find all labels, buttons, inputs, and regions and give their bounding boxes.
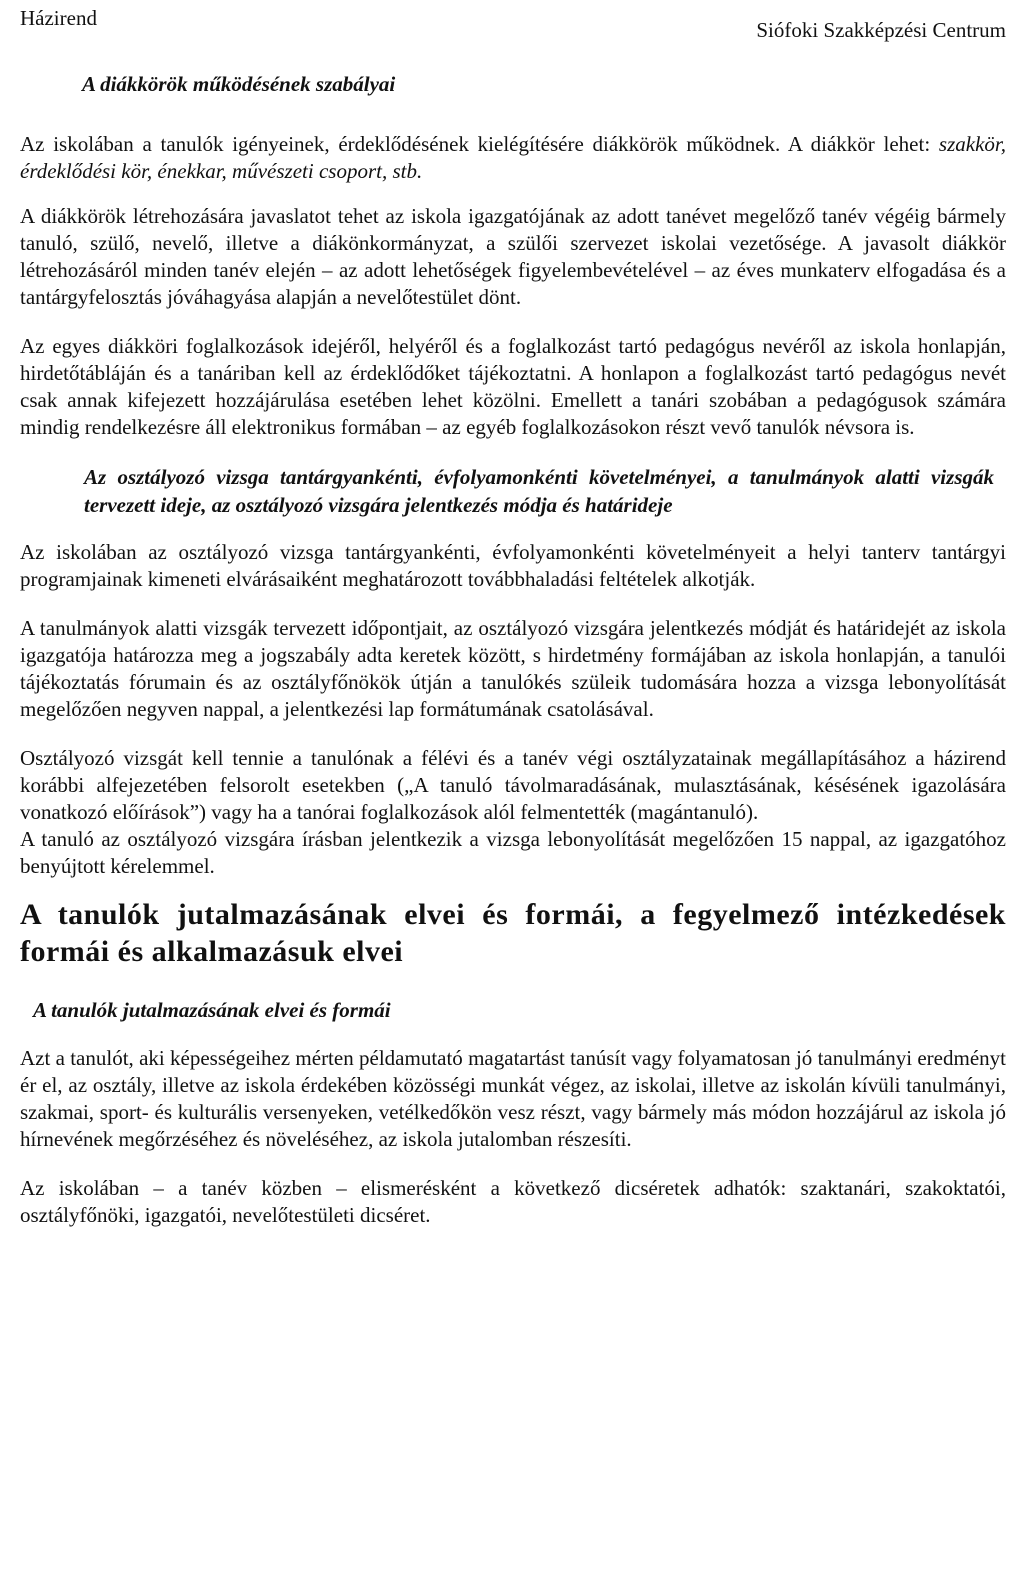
paragraph-jutalmazas: Azt a tanulót, aki képességeihez mérten példamutató magatartást tanúsít vagy folyamatosan jó tanulmányi eredményt ér el, az osztály, illetve az iskola érdekében közösségi munkát végez, az iskolai, illetve az iskolán kívüli tanulmányi, szakmai, sport- és kulturális versenyeken, vetélkedőkön vesz részt, vagy bármely más módon hozzájárul az iskola jó hírnevének megőrzéséhez és növeléséhez, az iskola jutalomban részesíti.	[20, 1046, 1006, 1151]
paragraph-dicseretek: Az iskolában – a tanév közben – elismerésként a következő dicséretek adhatók: szaktanári, szakoktatói, osztályfőnöki, igazgatói, nevelőtestületi dicséret.	[20, 1176, 1006, 1227]
paragraph-diakkor-letrehozas: A diákkörök létrehozására javaslatot tehet az iskola igazgatójának az adott tanévet megelőző tanév végéig bármely tanuló, szülő, nevelő, illetve a diákönkormányzat, a szülői szervezet iskolai vezetősége. A javasolt diákkör létrehozásáról minden tanév elején – az adott lehetőségek figyelembevételével – az éves munkaterv elfogadása és a tantárgyfelosztás jóváhagyása alapján a nevelőtestület dönt.	[20, 204, 1006, 309]
header-right: Siófoki Szakképzési Centrum	[756, 18, 1006, 42]
diakkor-types: szakkör, érdeklődési kör, énekkar, művészeti csoport, stb.	[20, 132, 1006, 183]
document-body	[20, 72, 1006, 1229]
section-title-osztalyozo-vizsga: Az osztályozó vizsga tantárgyankénti, évfolyamonkénti követelményei, a tanulmányok alatti vizsgák tervezett ideje, az osztályozó vizsgára jelentkezés módja és határideje	[84, 465, 994, 517]
paragraph-diakkor-tajekoztatas: Az egyes diákköri foglalkozások idejéről, helyéről és a foglalkozást tartó pedagógus nevéről az iskola honlapján, hirdetőtábláján és a tanáriban kell az érdeklődőket tájékoztatni. A honlapon a foglalkozást tartó pedagógus nevét csak annak kifejezett hozzájárulása esetében lehet közölni. Emellett a tanári szobában a pedagógusok számára mindig rendelkezésre áll elektronikus formában – az egyéb foglalkozásokon részt vevő tanulók névsora is.	[20, 334, 1006, 439]
section-title-jutalmazas: A tanulók jutalmazásának elvei és formái	[33, 998, 391, 1022]
section-title-diakkorok: A diákkörök működésének szabályai	[82, 72, 396, 96]
header-left: Házirend	[20, 6, 97, 30]
paragraph-osztalyozo-eseteket: Osztályozó vizsgát kell tennie a tanulónak a félévi és a tanév végi osztályzatainak megállapításához a házirend korábbi alfejezetében felsorolt esetekben („A tanuló távolmaradásának, mulasztásának, késésének igazolására vonatkozó előírások”) vagy ha a tanórai foglalkozások alól felmentették (magántanuló).	[20, 746, 1006, 824]
paragraph-jelentkezes: A tanuló az osztályozó vizsgára írásban jelentkezik a vizsga lebonyolítását megelőzően 15 nappal, az igazgatóhoz benyújtott kérelemmel.	[20, 827, 1006, 878]
chapter-heading-jutalmazas: A tanulók jutalmazásának elvei és formái, a fegyelmező intézkedések formái és alkalmazásuk elvei	[20, 898, 1006, 968]
paragraph-diakkor-intro	[20, 131, 1006, 185]
paragraph-text: Az iskolában a tanulók igényeinek, érdeklődésének kielégítésére diákkörök működnek. A diákkör lehet:	[20, 132, 939, 156]
paragraph-vizsga-idopontok: A tanulmányok alatti vizsgák tervezett időpontjait, az osztályozó vizsgára jelentkezés módját és határidejét az iskola igazgatója határozza meg a jogszabály adta keretek között, s hirdetmény formájában az iskola honlapján, a tanulói tájékoztatás fórumain és az osztályfőnökök útján a tanulókés szüleik tudomására hozza a vizsga lebonyolítását megelőzően negyven nappal, a jelentkezési lap formátumának csatolásával.	[20, 616, 1006, 721]
paragraph-kovetelmenyek: Az iskolában az osztályozó vizsga tantárgyankénti, évfolyamonkénti követelményeit a helyi tanterv tantárgyi programjainak kimeneti elvárásaiként meghatározott továbbhaladási feltételek alkotják.	[20, 540, 1006, 591]
